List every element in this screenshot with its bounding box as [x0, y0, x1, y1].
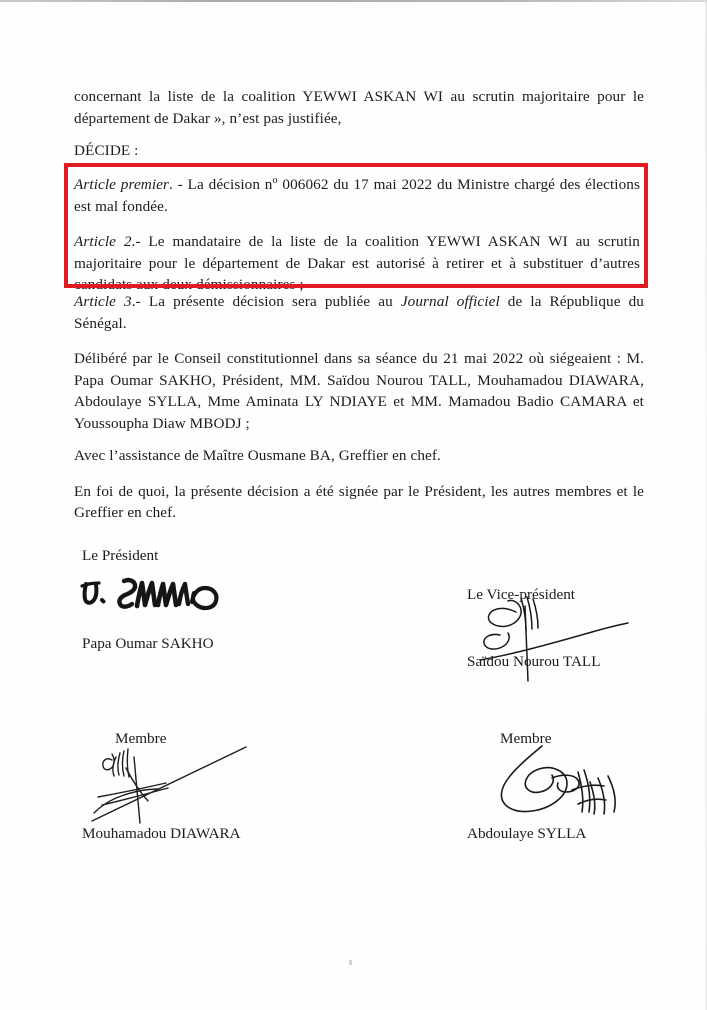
- signature-title-membre-sylla: Membre: [500, 730, 552, 747]
- signature-block-president: [82, 546, 382, 566]
- scan-speck-artifact: [349, 960, 352, 965]
- article-premier-label: Article premier: [74, 176, 170, 194]
- document-body-bottom: [74, 291, 644, 535]
- article-premier-text-a: . - La décision n: [169, 176, 273, 194]
- signature-title-vice-president: Le Vice-président: [467, 586, 576, 603]
- article-2: [74, 231, 640, 296]
- scan-edge-artifact-top: [0, 0, 707, 2]
- handwritten-signature-sakho: [80, 572, 240, 624]
- signature-name-membre-diawara: Mouhamadou DIAWARA: [82, 825, 241, 842]
- journal-officiel-italic: Journal officiel: [400, 293, 500, 310]
- article-2-text: .- Le mandataire de la liste de la coalition YEWWI ASKAN WI au scrutin majoritaire pour le département de Dakar est autorisé à retirer et à substituer d’autres candidats aux deux démissionnaires ;: [74, 233, 640, 294]
- paragraph-delibere: Délibéré par le Conseil constitutionnel dans sa séance du 21 mai 2022 où siégeaient : M. Papa Oumar SAKHO, Président, MM. Saïdou Nourou TALL, Mouhamadou DIAWARA, Abdoulaye SYLLA, Mme Aminata LY NDIAYE et MM. Mamadou Badio CAMARA et Youssoupha Diaw MBODJ ;: [74, 350, 644, 432]
- signature-name-vice-president: Saïdou Nourou TALL: [467, 653, 601, 670]
- article-3-text-a: .- La présente décision sera publiée au: [131, 293, 401, 310]
- article-premier-text-b: 006062 du 17 mai 2022 du Ministre chargé des élections est mal fondée.: [74, 176, 640, 215]
- highlighted-articles: [74, 170, 640, 307]
- signature-block-membre-diawara: [115, 729, 415, 749]
- signature-title-president: Le Président: [82, 547, 159, 564]
- handwritten-signature-sylla: [490, 742, 655, 832]
- article-premier-ordinal: o: [272, 175, 278, 186]
- signature-name-president: Papa Oumar SAKHO: [82, 635, 214, 652]
- article-3-text-b: de la République du Sénégal.: [74, 293, 644, 332]
- signature-block-vice-president: [467, 585, 707, 605]
- signature-block-membre-sylla: [500, 729, 707, 749]
- signature-title-membre-diawara: Membre: [115, 730, 167, 747]
- article-3-label: Article 3: [74, 293, 132, 310]
- document-body-top: [74, 86, 644, 171]
- article-2-label: Article 2: [74, 233, 132, 251]
- paragraph-assistance: Avec l’assistance de Maître Ousmane BA, Greffier en chef.: [74, 447, 441, 464]
- decide-heading: DÉCIDE :: [74, 142, 139, 159]
- article-premier: [74, 170, 640, 217]
- paragraph-closing: En foi de quoi, la présente décision a été signée par le Président, les autres membres et le Greffier en chef.: [74, 482, 644, 521]
- paragraph-intro: concernant la liste de la coalition YEWWI ASKAN WI au scrutin majoritaire pour le département de Dakar », n’est pas justifiée,: [74, 88, 644, 127]
- article-3: [74, 291, 644, 334]
- signature-name-membre-sylla: Abdoulaye SYLLA: [467, 825, 587, 842]
